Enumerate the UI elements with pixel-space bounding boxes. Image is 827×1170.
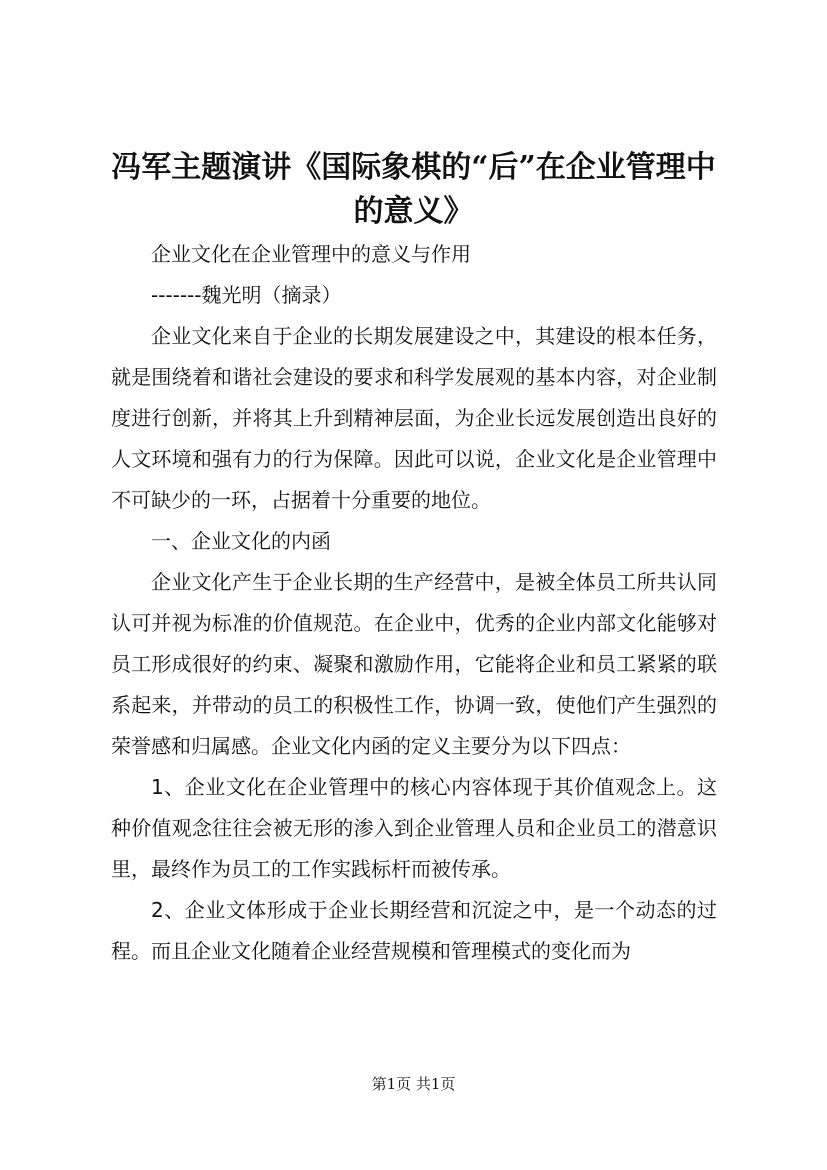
page-footer: 第1页 共1页 bbox=[371, 1075, 456, 1093]
list-item: 1、企业文化在企业管理中的核心内容体现于其价值观念上。这种价值观念往往会被无形的渗入到企业管理人员和企业员工的潜意识里，最终作为员工的工作实践标杆而被传承。 bbox=[111, 775, 717, 881]
body-paragraph: 企业文化来自于企业的长期发展建设之中，其建设的根本任务，就是围绕着和谐社会建设的要求和科学发展观的基本内容，对企业制度进行创新，并将其上升到精神层面，为企业长远发展创造出良好的人文环境和强有力的行为保障。因此可以说，企业文化是企业管理中不可缺少的一环，占据着十分重要的地位。 bbox=[111, 324, 717, 512]
document-title: 冯军主题演讲《国际象棋的“后”在企业管理中的意义》 bbox=[111, 150, 716, 229]
section-heading: 企业文化在企业管理中的意义与作用 bbox=[151, 242, 471, 266]
document-body bbox=[111, 234, 717, 972]
list-item: 2、企业文体形成于企业长期经营和沉淀之中，是一个动态的过程。而且企业文化随着企业经营规模和管理模式的变化而为 bbox=[111, 898, 717, 963]
section-heading: 一、企业文化的内函 bbox=[151, 529, 331, 553]
body-paragraph: 企业文化产生于企业长期的生产经营中，是被全体员工所共认同认可并视为标准的价值规范。在企业中，优秀的企业内部文化能够对员工形成很好的约束、凝聚和激励作用，它能将企业和员工紧紧的联系起来，并带动的员工的积极性工作，协调一致，使他们产生强烈的荣誉感和归属感。企业文化内函的定义主要分为以下四点： bbox=[111, 570, 717, 758]
author-line: -------魏光明（摘录） bbox=[151, 283, 342, 307]
